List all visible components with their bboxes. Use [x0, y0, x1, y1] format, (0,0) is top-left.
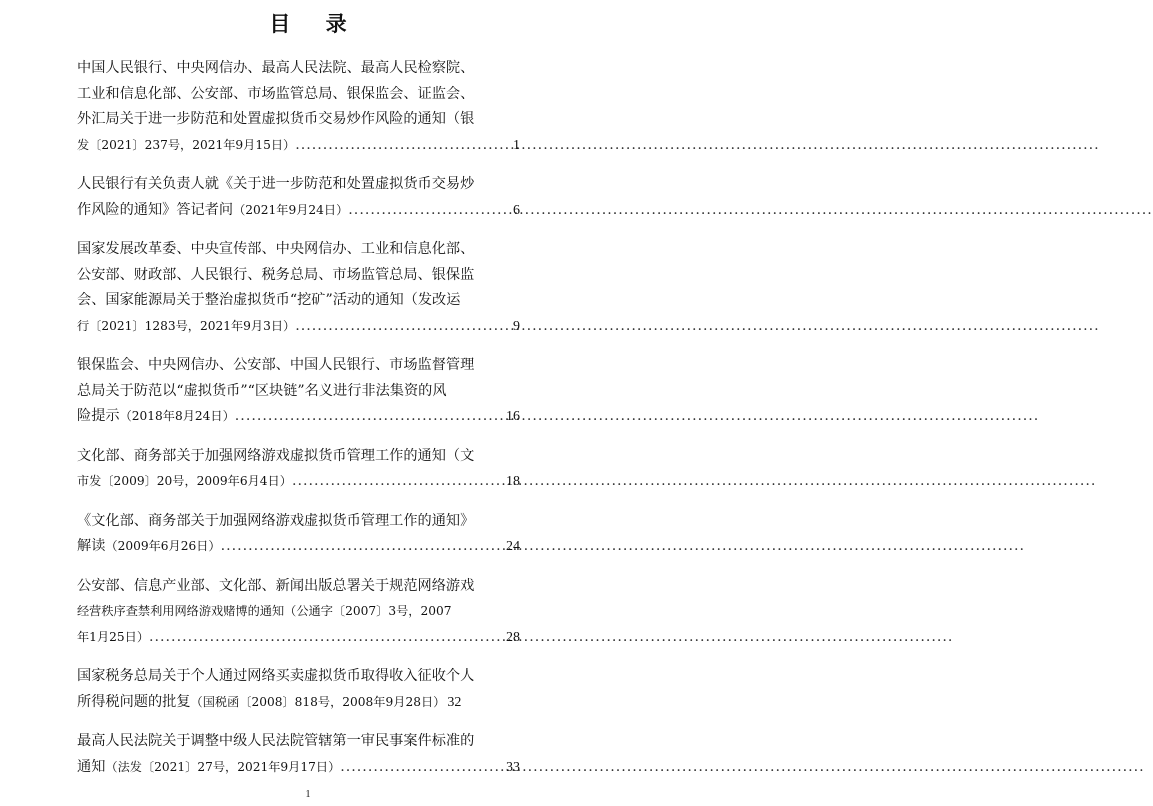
toc-entry-line: 外汇局关于进一步防范和处置虚拟货币交易炒作风险的通知（银: [77, 111, 475, 127]
toc-entry-line: 人民银行有关负责人就《关于进一步防范和处置虚拟货币交易炒: [77, 176, 475, 192]
toc-entry-source: （国税函〔2008〕818号，2008年9月28日）: [190, 694, 446, 709]
toc-entry-line: 会、国家能源局关于整治虚拟货币“挖矿”活动的通知（发改运: [77, 292, 461, 308]
toc-entry-line: 《文化部、商务部关于加强网络游戏虚拟货币管理工作的通知》: [77, 512, 475, 529]
toc-entry-last-line: [77, 755, 520, 781]
table-of-contents: [77, 56, 520, 794]
toc-entry-last-line: [77, 133, 520, 159]
toc-page-number: 32: [447, 694, 462, 710]
toc-entry-title-end: 险提示: [77, 408, 120, 424]
toc-entry-text: [77, 198, 348, 224]
toc-entry-7[interactable]: [77, 574, 520, 651]
toc-entry-5[interactable]: [77, 444, 520, 495]
page-number: 1: [305, 789, 311, 800]
toc-entry-8[interactable]: [77, 664, 520, 715]
toc-page-number: 24: [506, 539, 520, 554]
toc-entry-2[interactable]: [77, 172, 520, 223]
toc-entry-text: [77, 314, 295, 340]
toc-page-number: 33: [506, 759, 520, 775]
toc-entry-text: [77, 690, 445, 716]
toc-entry-4[interactable]: [77, 353, 520, 430]
toc-entry-line: 国家发展改革委、中央宣传部、中央网信办、工业和信息化部、: [77, 241, 475, 257]
toc-entry-last-line: [77, 625, 520, 651]
toc-entry-line: 国家税务总局关于个人通过网络买卖虚拟货币取得收入征收个人: [77, 668, 475, 684]
toc-leader-dots: [221, 534, 504, 560]
toc-entry-text: [77, 534, 221, 560]
toc-leader-dots: [292, 469, 504, 495]
toc-entry-1[interactable]: [77, 56, 520, 158]
page-title: 目 录: [269, 12, 361, 36]
toc-entry-text: [77, 133, 295, 159]
toc-entry-line: 文化部、商务部关于加强网络游戏虚拟货币管理工作的通知（文: [77, 447, 475, 464]
toc-entry-line: 公安部、信息产业部、文化部、新闻出版总署关于规范网络游戏: [77, 577, 475, 594]
toc-entry-line: 经营秩序查禁利用网络游戏赌博的通知（公通字〔2007〕3号，2007: [77, 604, 452, 618]
toc-page-number: 18: [506, 474, 520, 489]
toc-entry-line: 总局关于防范以“虚拟货币”“区块链”名义进行非法集资的风: [77, 382, 447, 399]
toc-page-number: 6: [513, 202, 520, 218]
toc-entry-line: 工业和信息化部、公安部、市场监管总局、银保监会、证监会、: [77, 85, 475, 102]
toc-entry-source: 行〔2021〕1283号，2021年9月3日）: [77, 318, 296, 333]
toc-entry-line: 公安部、财政部、人民银行、税务总局、市场监管总局、银保监: [77, 266, 475, 283]
toc-entry-source: （2021年9月24日）: [233, 202, 349, 217]
toc-entry-text: [77, 469, 292, 495]
toc-entry-last-line: [77, 314, 520, 340]
toc-entry-6[interactable]: [77, 509, 520, 560]
toc-entry-text: 年1月25日）: [77, 629, 150, 644]
toc-leader-dots: [149, 625, 504, 651]
toc-entry-last-line: [77, 404, 520, 430]
toc-page-number: 1: [513, 137, 520, 153]
toc-entry-title-end: 作风险的通知》答记者问: [77, 201, 234, 218]
toc-entry-source: 发〔2021〕237号，2021年9月15日）: [77, 137, 296, 152]
toc-entry-line: 最高人民法院关于调整中级人民法院管辖第一审民事案件标准的: [77, 733, 475, 749]
toc-entry-source: （法发〔2021〕27号，2021年9月17日）: [105, 759, 341, 774]
toc-leader-dots: [235, 404, 504, 430]
toc-entry-title-end: 通知: [77, 758, 106, 775]
toc-entry-9[interactable]: [77, 729, 520, 780]
toc-entry-3[interactable]: [77, 237, 520, 339]
toc-leader-dots: [295, 133, 511, 159]
toc-entry-source: （2009年6月26日）: [105, 539, 221, 553]
toc-entry-title-end: 所得税问题的批复: [77, 693, 191, 710]
toc-entry-text: [77, 755, 340, 781]
toc-entry-title-end: 解读: [77, 538, 106, 554]
toc-leader-dots: [348, 198, 511, 224]
toc-leader-dots: [340, 755, 504, 781]
toc-entry-last-line: [77, 690, 520, 716]
toc-entry-last-line: [77, 534, 520, 560]
toc-entry-source: 市发〔2009〕20号，2009年6月4日）: [77, 474, 292, 488]
toc-entry-source: （2018年8月24日）: [119, 409, 235, 423]
toc-entry-line: 银保监会、中央网信办、公安部、中国人民银行、市场监督管理: [77, 357, 475, 373]
toc-entry-line: 中国人民银行、中央网信办、最高人民法院、最高人民检察院、: [77, 60, 475, 76]
toc-entry-last-line: [77, 198, 520, 224]
toc-entry-last-line: [77, 469, 520, 495]
toc-entry-text: [77, 404, 235, 430]
toc-page-number: 16: [506, 409, 520, 424]
toc-leader-dots: [295, 314, 511, 340]
toc-page-number: 9: [513, 318, 520, 334]
toc-page-number: 28: [506, 629, 520, 645]
